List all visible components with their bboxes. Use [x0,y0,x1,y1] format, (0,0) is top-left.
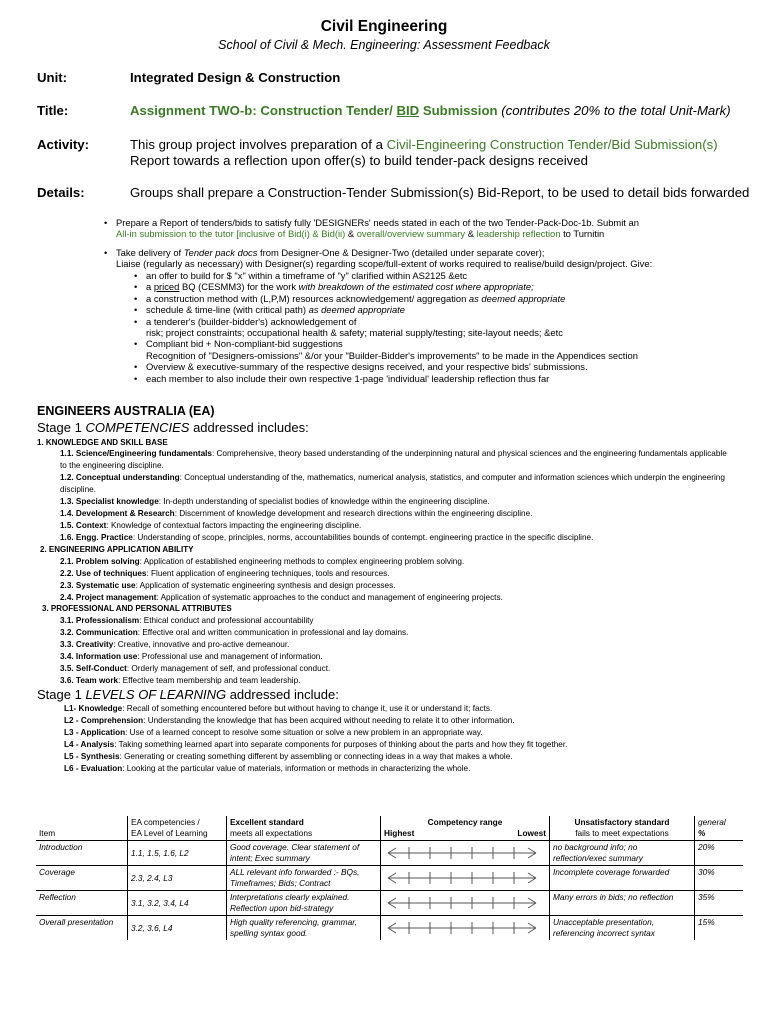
competency-desc: : Orderly management of self, and professional conduct. [126,664,331,673]
activity-value [130,137,718,169]
rubric-percent: 35% [695,891,744,916]
arrow-head [528,873,536,878]
competency-key: 2.2. Use of techniques [60,569,147,578]
competency-item [60,568,730,580]
competency-desc: : Application of systematic approaches to the conduct and management of engineering projects. [156,593,503,602]
level-key: L5 - Synthesis [64,752,120,761]
arrow-head [388,903,396,908]
competency-desc: : Discernment of knowledge development and research directions within the engineering discipline. [174,509,533,518]
competency-key: 2.1. Problem solving [60,557,140,566]
scale-svg-holder [384,892,546,914]
competency-desc: : Application of systematic engineering synthesis and design processes. [135,581,396,590]
stage-text: Stage 1 [37,687,86,702]
level-item [64,751,724,763]
competency-item [60,580,730,592]
competency-item [60,496,730,508]
competency-key: 3.4. Information use [60,652,138,661]
rubric-item: Reflection [36,891,128,916]
competency-key: 1.4. Development & Research [60,509,175,518]
bullet-1-amp1: & [345,228,357,240]
rubric-unsatisfactory: no background info; no reflection/exec summary [550,841,695,866]
competency-range-arrow-icon [384,842,540,864]
bullet-1-end: to Turnitin [560,228,605,240]
header-ea-line2: EA Level of Learning [131,828,208,838]
sub-bullet: • an offer to build for $ "x" within a timeframe of "y" clarified within AS2125 &etc [134,270,468,281]
sub-bullet-text: a construction method with (L,P,M) resources acknowledgement/ aggregation [146,292,469,304]
level-desc: : Taking something learned apart into separate components for purposes of thinking about the parts and how they fit together. [114,740,568,749]
level-key: L2 - Comprehension [64,716,144,725]
competency-key: 3.1. Professionalism [60,616,140,625]
arrow-head [528,923,536,928]
competency-desc: : Creative, innovative and pro-active demeanour. [113,640,290,649]
stage-italic: LEVELS OF LEARNING [85,687,227,702]
competency-key: 1.6. Engg. Practice [60,533,133,542]
level-desc: : Recall of something encountered before but without having to change it, use it or understand it; facts. [122,704,493,713]
sub-bullet-text: schedule & time-line (with critical path) [146,304,309,316]
level-desc: : Generating or creating something different by assembling or connecting ideas in a way that makes a whole. [119,752,513,761]
level-desc: : Understanding the knowledge that has been acquired without needing to relate it to other information. [143,716,515,725]
level-key: L4 - Analysis [64,740,115,749]
arrow-head [528,848,536,853]
bullet-2-line2: Liaise (regularly as necessary) with Designer(s) regarding scope/full-extent of works required to realise/build design/project. Give: [116,258,653,270]
unit-label: Unit: [37,70,68,85]
sub-bullet-text: Recognition of "Designers-omissions" &/or your "Builder-Bidder's improvements" to be made in the Appendices section [146,349,638,361]
level-item [64,703,724,715]
unit-value: Integrated Design & Construction [130,70,341,85]
arrow-head [388,878,396,883]
competency-key: 1.5. Context [60,521,107,530]
competency-item [60,675,730,687]
level-key: L1- Knowledge [64,704,123,713]
header-unsat-line2: fails to meet expectations [575,828,669,838]
sub-bullet: • each member to also include their own respective 1-page 'individual' leadership reflection thus far [134,372,550,384]
rubric-table [36,816,743,940]
competency-scale[interactable] [381,891,550,916]
header-range-title: Competency range [427,817,503,827]
sub-bullet-text: each member to also include their own respective 1-page 'individual' leadership reflection thus far [146,372,550,384]
sub-bullet-underlined: priced [153,281,180,293]
activity-label: Activity: [37,137,90,152]
rubric-unsatisfactory: Incomplete coverage forwarded [550,866,695,891]
scale-svg-holder [384,842,546,864]
arrow-head [388,873,396,878]
bullet-dot: • [104,247,108,258]
competency-item [60,592,730,604]
competency-desc: : Ethical conduct and professional accountability [139,616,314,625]
bullet-2-b: from Designer-One & Designer-Two (detailed under separate cover); [257,247,545,258]
bullet-2-it: Tender pack docs [183,247,258,258]
bullet-1-g2: overall/overview summary [356,228,466,240]
sub-bullet-text: an offer to build for $ "x" within a timeframe of "y" clarified within AS2125 &etc [146,270,468,281]
level-item [64,739,724,751]
bullet-1-a: Prepare a Report of tenders/bids to satisfy fully 'DESIGNERs' needs stated in each of the two Tender-Pack-Doc-1b. Submit an [116,217,639,228]
header-unsat-line1: Unsatisfactory standard [574,817,670,827]
header-general-line1: general [698,817,726,827]
arrow-head [388,898,396,903]
sub-bullet: • Compliant bid + Non-compliant-bid suggestions Recognition of "Designers-omissions" &/or your "Builder-Bidder's improvements" to be made in the Appendices section [134,338,638,361]
level-item [64,727,724,739]
competency-key: 3.5. Self-Conduct [60,664,127,673]
competency-item [60,520,730,532]
section-knowledge: 1. KNOWLEDGE AND SKILL BASE [37,438,168,447]
competency-item [60,663,730,675]
sub-bullet: • Overview & executive-summary of the respective designs received, and your respective bids' submissions. [134,361,588,373]
header-highest: Highest [384,828,415,838]
sub-bullet: • a construction method with (L,P,M) resources acknowledgement/ aggregation as deemed appropriate [134,292,566,304]
competency-item [60,448,730,471]
rubric-item: Overall presentation [39,917,114,927]
sub-bullet-text: a [146,281,154,293]
level-desc: : Looking at the particular value of materials, information or methods in characterizing the whole. [122,764,471,773]
stage-levels-heading [37,687,339,702]
rubric-percent: 30% [695,866,744,891]
competency-item [60,556,730,568]
competency-item [60,472,730,495]
bullet-1-g1: All-in submission to the tutor [inclusive of Bid(i) & Bid(ii) [116,228,346,240]
stage-text: addressed include: [226,687,339,702]
rubric-row [36,841,743,866]
ea-heading: ENGINEERS AUSTRALIA (EA) [37,404,215,418]
competency-desc: : Application of established engineering methods to complex engineering problem solving. [139,557,465,566]
header-lowest: Lowest [517,828,546,838]
competency-item [60,639,730,651]
competency-key: 1.3. Specialist knowledge [60,497,159,506]
bullet-2-a: Take delivery of [116,247,184,258]
scale-svg-holder [384,917,546,939]
stage-italic: COMPETENCIES [85,420,190,435]
activity-a: This group project involves preparation of a [130,137,387,152]
competency-desc: : Comprehensive, theory based understanding of the underpinning natural and physical sciences and the engineering fundamentals applicable to the engineering discipline. [60,449,727,470]
header-ea [128,816,227,841]
bullet-2 [104,247,726,270]
bullet-1 [104,217,726,240]
rubric-excellent: High quality referencing, grammar, spelling syntax good. [227,916,381,941]
page-subtitle: School of Civil & Mech. Engineering: Assessment Feedback [218,38,550,52]
arrow-head [388,928,396,933]
competency-desc: : Knowledge of contextual factors impacting the engineering discipline. [106,521,362,530]
competency-key: 1.2. Conceptual understanding [60,473,180,482]
rubric-excellent: ALL relevant info forwarded :- BQs, Timeframes; Bids; Contract [227,866,381,891]
level-item [64,763,724,775]
competency-key: 1.1. Science/Engineering fundamentals [60,449,212,458]
bullet-dot: • [104,217,108,228]
level-key: L3 - Application [64,728,126,737]
page-title: Civil Engineering [320,18,448,35]
sub-bullet-text: Overview & executive-summary of the respective designs received, and your respective bids' submissions. [146,361,588,373]
competency-range-arrow-icon [384,917,540,939]
header-general [695,816,744,841]
rubric-percent: 20% [695,841,744,866]
arrow-head [528,928,536,933]
rubric-item: Coverage [36,866,128,891]
title-value [130,103,731,118]
rubric-row [36,891,743,916]
rubric-row [36,916,743,941]
competency-desc: : Understanding of scope, principles, norms, accountabilities bounds of contempt. engineering practice in the specific discipline. [132,533,594,542]
competency-item [60,651,730,663]
header-range [381,816,550,841]
sub-bullet-text: BQ (CESMM3) for the work [179,281,299,293]
competency-item [60,615,730,627]
stage-competencies-heading [37,420,309,435]
level-item [64,715,724,727]
rubric-ea: 3.2, 3.6, L4 [128,916,227,941]
rubric-item: Introduction [36,841,128,866]
details-value: Groups shall prepare a Construction-Tender Submission(s) Bid-Report, to be used to detail bids forwarded [130,185,750,200]
competency-key: 3.6. Team work [60,676,119,685]
details-label: Details: [37,185,85,200]
competency-desc: : Fluent application of engineering techniques, tools and resources. [146,569,390,578]
competency-range-arrow-icon [384,892,540,914]
activity-b: Report towards a reflection upon offer(s) to build tender-pack designs received [130,153,588,168]
rubric-ea: 1.1, 1.5, 1.6, L2 [128,841,227,866]
arrow-head [388,923,396,928]
header-excellent [227,816,381,841]
competency-scale[interactable] [381,916,550,941]
rubric-ea: 3.1, 3.2, 3.4, L4 [128,891,227,916]
rubric-row [36,866,743,891]
arrow-head [528,903,536,908]
competency-desc: : Effective oral and written communication in professional and lay domains. [137,628,409,637]
rubric-unsatisfactory: Unacceptable presentation, referencing incorrect syntax [550,916,695,941]
section-application: 2. ENGINEERING APPLICATION ABILITY [40,545,194,554]
competency-item [60,532,730,544]
arrow-head [528,853,536,858]
competency-desc: : Professional use and management of information. [137,652,323,661]
header-excellent-line1: Excellent standard [230,817,304,827]
title-value-bid: BID [396,103,420,118]
rubric-ea: 2.3, 2.4, L3 [128,866,227,891]
arrow-head [388,848,396,853]
level-key: L6 - Evaluation [64,764,123,773]
activity-green: Civil-Engineering Construction Tender/Bid Submission(s) [386,137,718,152]
header-excellent-line2: meets all expectations [230,828,313,838]
rubric-unsatisfactory: Many errors in bids; no reflection [550,891,695,916]
rubric-excellent: Good coverage. Clear statement of intent; Exec summary [227,841,381,866]
competency-desc: : Effective team membership and team leadership. [118,676,301,685]
title-value-c: (contributes 20% to the total Unit-Mark) [497,103,731,118]
competency-scale[interactable] [381,866,550,891]
rubric-percent: 15% [695,916,744,941]
competency-desc: : In-depth understanding of specialist bodies of knowledge within the engineering discipline. [158,497,490,506]
competency-desc: : Conceptual understanding of the, mathematics, numerical analysis, statistics, and computer and information sciences which underpin the engineering discipline. [60,473,725,494]
header-ea-line1: EA competencies / [131,817,200,827]
competency-range-arrow-icon [384,867,540,889]
rubric-header-row [36,816,743,841]
title-label: Title: [37,103,69,118]
sub-bullet-text: a tenderer's (builder-bidder's) acknowledgement of [146,315,357,327]
scale-svg-holder [384,867,546,889]
competency-scale[interactable] [381,841,550,866]
competency-key: 2.4. Project management [60,593,157,602]
rubric-excellent: Interpretations clearly explained. Reflection upon bid-strategy [227,891,381,916]
arrow-head [388,853,396,858]
level-desc: : Use of a learned concept to resolve some situation or solve a new problem in an appropriate way. [125,728,483,737]
header-general-line2: % [698,828,706,838]
competency-item [60,508,730,520]
stage-text: Stage 1 [37,420,86,435]
title-value-a: Assignment TWO-b: Construction Tender/ [130,103,397,118]
competency-key: 3.2. Communication [60,628,138,637]
sub-bullet-text: risk; project constraints; occupational health & safety; material supply/testing; site-layout needs; &etc [146,327,563,339]
sub-bullet: • a priced BQ (CESMM3) for the work with breakdown of the estimated cost where appropriate; [134,281,534,293]
section-professional: 3. PROFESSIONAL AND PERSONAL ATTRIBUTES [42,604,232,613]
header-unsatisfactory [550,816,695,841]
competency-key: 2.3. Systematic use [60,581,136,590]
stage-text: addressed includes: [189,420,309,435]
sub-bullets [134,270,736,384]
sub-bullet-italic: with breakdown of the estimated cost where appropriate; [298,281,534,293]
bullet-1-g3: leadership reflection [476,228,561,240]
competency-item [60,627,730,639]
sub-bullet: • a tenderer's (builder-bidder's) acknowledgement of risk; project constraints; occupational health & safety; material supply/testing; site-layout needs; &etc [134,315,563,339]
arrow-head [528,898,536,903]
sub-bullet: • schedule & time-line (with critical path) as deemed appropriate [134,304,405,316]
sub-bullet-text: Compliant bid + Non-compliant-bid suggestions [146,338,343,350]
title-value-b: Submission [419,103,498,118]
arrow-head [528,878,536,883]
sub-bullet-italic: as deemed appropriate [308,304,405,316]
sub-bullet-italic: as deemed appropriate [468,292,566,304]
header-item: Item [36,816,128,841]
bullet-1-amp2: & [465,228,477,240]
competency-key: 3.3. Creativity [60,640,114,649]
